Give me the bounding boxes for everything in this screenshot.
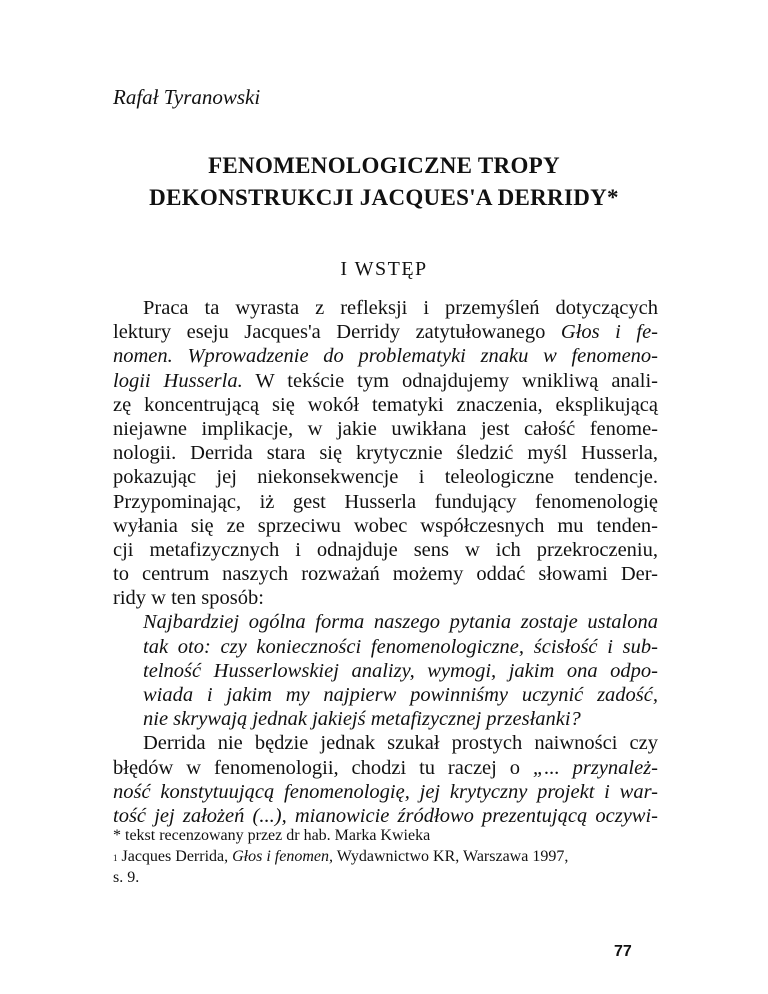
text-line: Praca ta wyrasta z refleksji i przemyśleń dotyczących bbox=[143, 297, 658, 319]
block-quote bbox=[113, 610, 658, 731]
text-line: ność konstytuującą fenomenologię, jej krytyczny projekt i war- bbox=[113, 780, 658, 803]
text-line: pokazując jej niekonsekwencje i teleologiczne tendencje. bbox=[113, 466, 658, 489]
article-title bbox=[0, 150, 768, 214]
footnotes bbox=[113, 825, 658, 888]
section-heading: I WSTĘP bbox=[340, 258, 428, 280]
quote-line: Najbardziej ogólna forma naszego pytania zostaje ustalona bbox=[143, 611, 658, 634]
footnote-1: $^1$ Jacques Derrida, Głos i fenomen, Wydawnictwo KR, Warszawa 1997, bbox=[113, 848, 569, 865]
text-line: cji metafizycznych i odnajduje sens w ich przekroczeniu, bbox=[113, 538, 658, 561]
quote-line: tak oto: czy konieczności fenomenologiczne, ścisłość i sub- bbox=[143, 635, 658, 658]
author-name: Rafał Tyranowski bbox=[113, 85, 261, 109]
text-line: Derrida nie będzie jednak szukał prostych naiwności czy bbox=[143, 732, 658, 755]
text-line: tość jej założeń (...), mianowicie źródłowo prezentującą oczywi- bbox=[113, 804, 658, 827]
text-line: niejawne implikacje, w jakie uwikłana jest całość fenome- bbox=[113, 417, 658, 440]
text-line: Przypominając, iż gest Husserla fundujący fenomenologię bbox=[113, 490, 658, 513]
footnote-1-continued: s. 9. bbox=[113, 869, 140, 886]
footnote-marker: 1 bbox=[113, 853, 118, 863]
text-line: nologii. Derrida stara się krytycznie śledzić myśl Husserla, bbox=[113, 442, 658, 465]
text-line: ridy w ten sposób: bbox=[113, 587, 264, 610]
title-line-1: FENOMENOLOGICZNE TROPY bbox=[208, 153, 560, 178]
text-line: to centrum naszych rozważań możemy oddać słowami Der- bbox=[113, 563, 658, 586]
footnote-review: * tekst recenzowany przez dr hab. Marka Kwieka bbox=[113, 827, 431, 844]
page-number: 77 bbox=[614, 943, 632, 960]
quote-line: wiada i jakim my najpierw powinniśmy uczynić zadość, bbox=[143, 684, 658, 706]
quote-line: nie skrywają jednak jakiejś metafizycznej przesłanki? bbox=[143, 708, 581, 731]
text-line: zę koncentrującą się wokół tematyki znaczenia, eksplikującą bbox=[113, 393, 658, 416]
title-line-2: DEKONSTRUKCJI JACQUES'A DERRIDY* bbox=[149, 185, 619, 210]
text-line: lektury eseju Jacques'a Derridy zatytułowanego Głos i fe- bbox=[113, 321, 658, 344]
body-text bbox=[113, 296, 658, 828]
text-line: nomen. Wprowadzenie do problematyki znaku w fenomeno- bbox=[113, 345, 658, 368]
text-line: wyłania się ze sprzeciwu wobec współczesnych mu tenden- bbox=[113, 514, 658, 537]
text-line: logii Husserla. W tekście tym odnajdujemy wnikliwą anali- bbox=[113, 369, 658, 392]
quote-line: telność Husserlowskiej analizy, wymogi, jakim ona odpo- bbox=[143, 659, 658, 682]
text-line: błędów w fenomenologii, chodzi tu raczej o „... przynależ- bbox=[113, 756, 659, 779]
